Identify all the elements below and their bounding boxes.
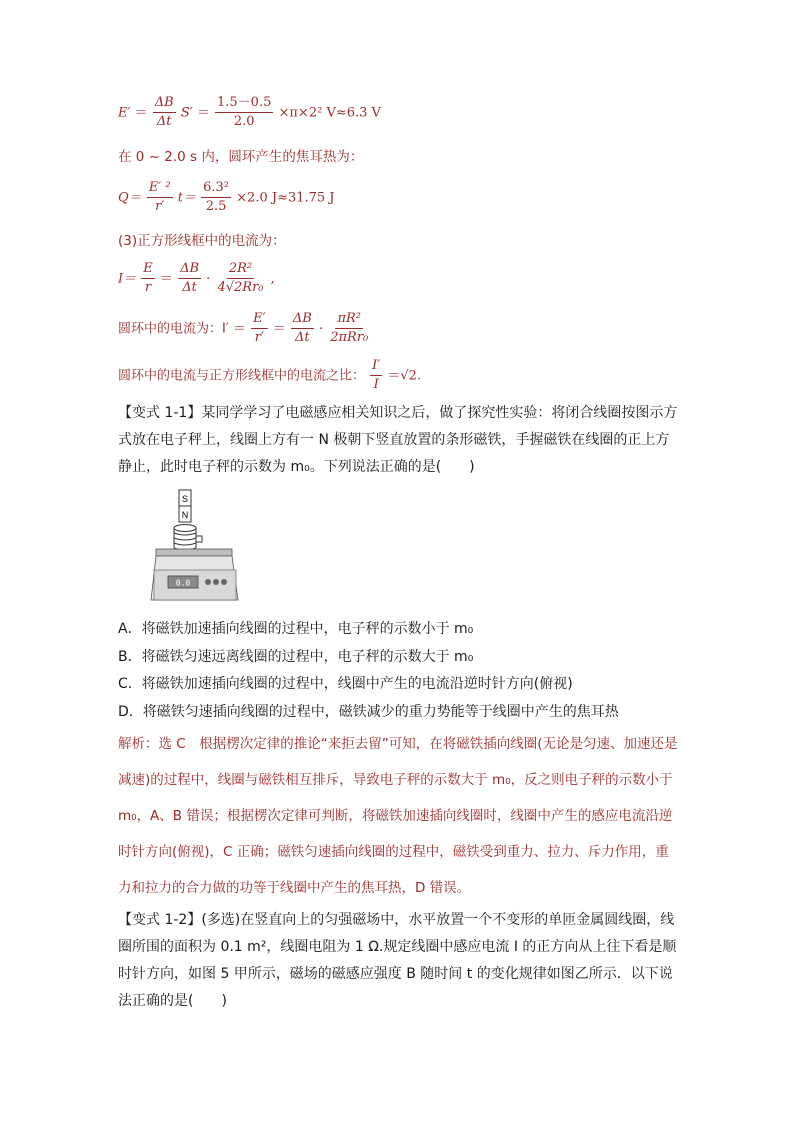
eq1-lhs: E′ [118, 105, 131, 121]
equation-square-current: I＝ $\frac{E}{r}$ ＝ $\frac{\Delta B}{\Delta t}$ · $\frac{\text{2R²}}{\text{4√2Rr₀}}$ , [118, 261, 275, 296]
eq2-fraction-2 [201, 181, 231, 215]
eq2-frac2-num: 6.3² [201, 181, 231, 198]
eq5-fraction [370, 359, 382, 393]
eq3-frac2-num: ΔB [178, 262, 201, 279]
eq5-frac-den: I [373, 377, 379, 393]
eq3-frac3-num: 2R² [227, 262, 254, 279]
eq3-frac-num: E [141, 262, 155, 279]
eq4-eqsign: ＝ [272, 321, 286, 337]
scale-plate [156, 549, 232, 556]
magnet-pole-s: S [181, 494, 189, 504]
equation-heat [118, 181, 335, 215]
eq1-frac-den: Δt [156, 114, 172, 130]
equation-ring-current: 圆环中的电流为：I′ ＝ $\frac{E'}{r'}$ ＝ $\frac{\Delta B}{\Delta t}$ · $\frac{\text{πR²}}{\text{2πRr₀}}$ [118, 311, 369, 346]
eq2-fraction [147, 181, 173, 215]
eq3-tail: , [270, 271, 275, 287]
eq1-mid: S′ [180, 105, 193, 121]
eq3-fraction-2 [178, 262, 201, 296]
eq3-fraction-3 [215, 262, 265, 296]
equation-ratio [118, 359, 421, 393]
eq1-fraction-2 [215, 96, 273, 130]
eq4-frac3-den: 2πRr₀ [330, 330, 369, 346]
eq4-fraction [251, 312, 267, 346]
coil [174, 525, 202, 551]
option-d[interactable]: D．将磁铁匀速插向线圈的过程中，磁铁减少的重力势能等于线圈中产生的焦耳热 [118, 704, 619, 720]
scale-magnet-figure [150, 488, 240, 603]
question-1-2-text: 【变式 1-2】(多选)在竖直向上的匀强磁场中，水平放置一个不变形的单匝金属圆线圈，线圈所围的面积为 0.1 m²，线圈电阻为 1 Ω.规定线圈中感应电流 I 的正方向从上往下看是顺时针方向，如图 5 甲所示，磁场的磁感应强度 B 随时间 t 的变化规律如图乙所示．以下说法正确的是( ) [118, 912, 677, 1009]
analysis-text: 解析：选 C 根据楞次定律的推论“来拒去留”可知，在将磁铁插向线圈(无论是匀速、加速还是减速)的过程中，线圈与磁铁相互排斥，导致电子秤的示数大于 m₀，反之则电子秤的示数小于 m₀，A、B 错误；根据楞次定律可判断，将磁铁加速插向线圈时，线圈中产生的感应电流沿逆时针方向(俯视)，C 正确；磁铁匀速插向线圈的过程中，磁铁受到重力、拉力、斥力作用，重力和拉力的合力做的功等于线圈中产生的焦耳热，D 错误。 [118, 736, 678, 896]
eq4-frac2-den: Δt [295, 330, 310, 346]
eq2-frac-num: E′ ² [147, 181, 173, 198]
eq2-mid: t＝ [177, 190, 196, 206]
option-c[interactable]: C．将磁铁加速插向线圈的过程中，线圈中产生的电流沿逆时针方向(俯视) [118, 676, 573, 692]
question-1-1-text: 【变式 1-1】某同学学习了电磁感应相关知识之后，做了探究性实验：将闭合线圈按图示方式放在电子秤上，线圈上方有一 N 极朝下竖直放置的条形磁铁，手握磁铁在线圈的正上方静止，此时电子秤的示数为 m₀。下列说法正确的是( ) [118, 405, 678, 475]
eq4-frac-num: E′ [251, 312, 267, 329]
eq1-rhs: ×π×2² V≈6.3 V [278, 105, 381, 121]
option-b[interactable]: B．将磁铁匀速远离线圈的过程中，电子秤的示数大于 m₀ [118, 649, 474, 665]
eq5-frac-num: I′ [370, 359, 382, 376]
equation-emf: E′ ＝ $\frac{\Delta B}{\Delta t}$ S′ ＝ $\frac{1.5-0.5}{2.0}$ ×π×2² V≈6.3 V [118, 95, 381, 130]
eq3-frac-den: r [144, 280, 152, 296]
eq4-fraction-3 [328, 312, 370, 346]
eq3-frac2-den: Δt [182, 280, 197, 296]
eq5-rhs: ＝√2. [387, 368, 422, 384]
eq4-fraction-2 [291, 312, 314, 346]
eq2-frac2-den: 2.5 [205, 199, 227, 215]
eq1-frac-num: ΔB [153, 96, 176, 113]
eq2-frac-den: r′ [155, 199, 165, 215]
eq1-fraction [153, 96, 176, 130]
eq2-lhs: Q＝ [118, 190, 142, 206]
magnet-pole-n: N [181, 510, 189, 520]
eq4-label: 圆环中的电流为：I′ [118, 321, 229, 337]
eq4-frac2-num: ΔB [291, 312, 314, 329]
heat-intro-line: 在 0 ~ 2.0 s 内，圆环产生的焦耳热为： [118, 149, 364, 165]
eq3-frac3-den: 4√2Rr₀ [217, 280, 264, 296]
eq3-lhs: I＝ [118, 271, 137, 287]
eq3-eqsign: ＝ [159, 271, 173, 287]
scale-readout: 0.0 [175, 578, 191, 588]
eq4-frac-den: r′ [254, 330, 264, 346]
option-a[interactable]: A．将磁铁加速插向线圈的过程中，电子秤的示数小于 m₀ [118, 621, 474, 637]
eq2-rhs: ×2.0 J≈31.75 J [236, 190, 335, 206]
eq1-frac2-den: 2.0 [233, 114, 255, 130]
eq3-fraction [141, 262, 155, 296]
part3-line: (3)正方形线框中的电流为： [118, 233, 286, 249]
eq5-label: 圆环中的电流与正方形线框中的电流之比： [118, 368, 366, 384]
eq1-frac2-num: 1.5－0.5 [215, 96, 273, 113]
eq4-frac3-num: πR² [335, 312, 363, 329]
